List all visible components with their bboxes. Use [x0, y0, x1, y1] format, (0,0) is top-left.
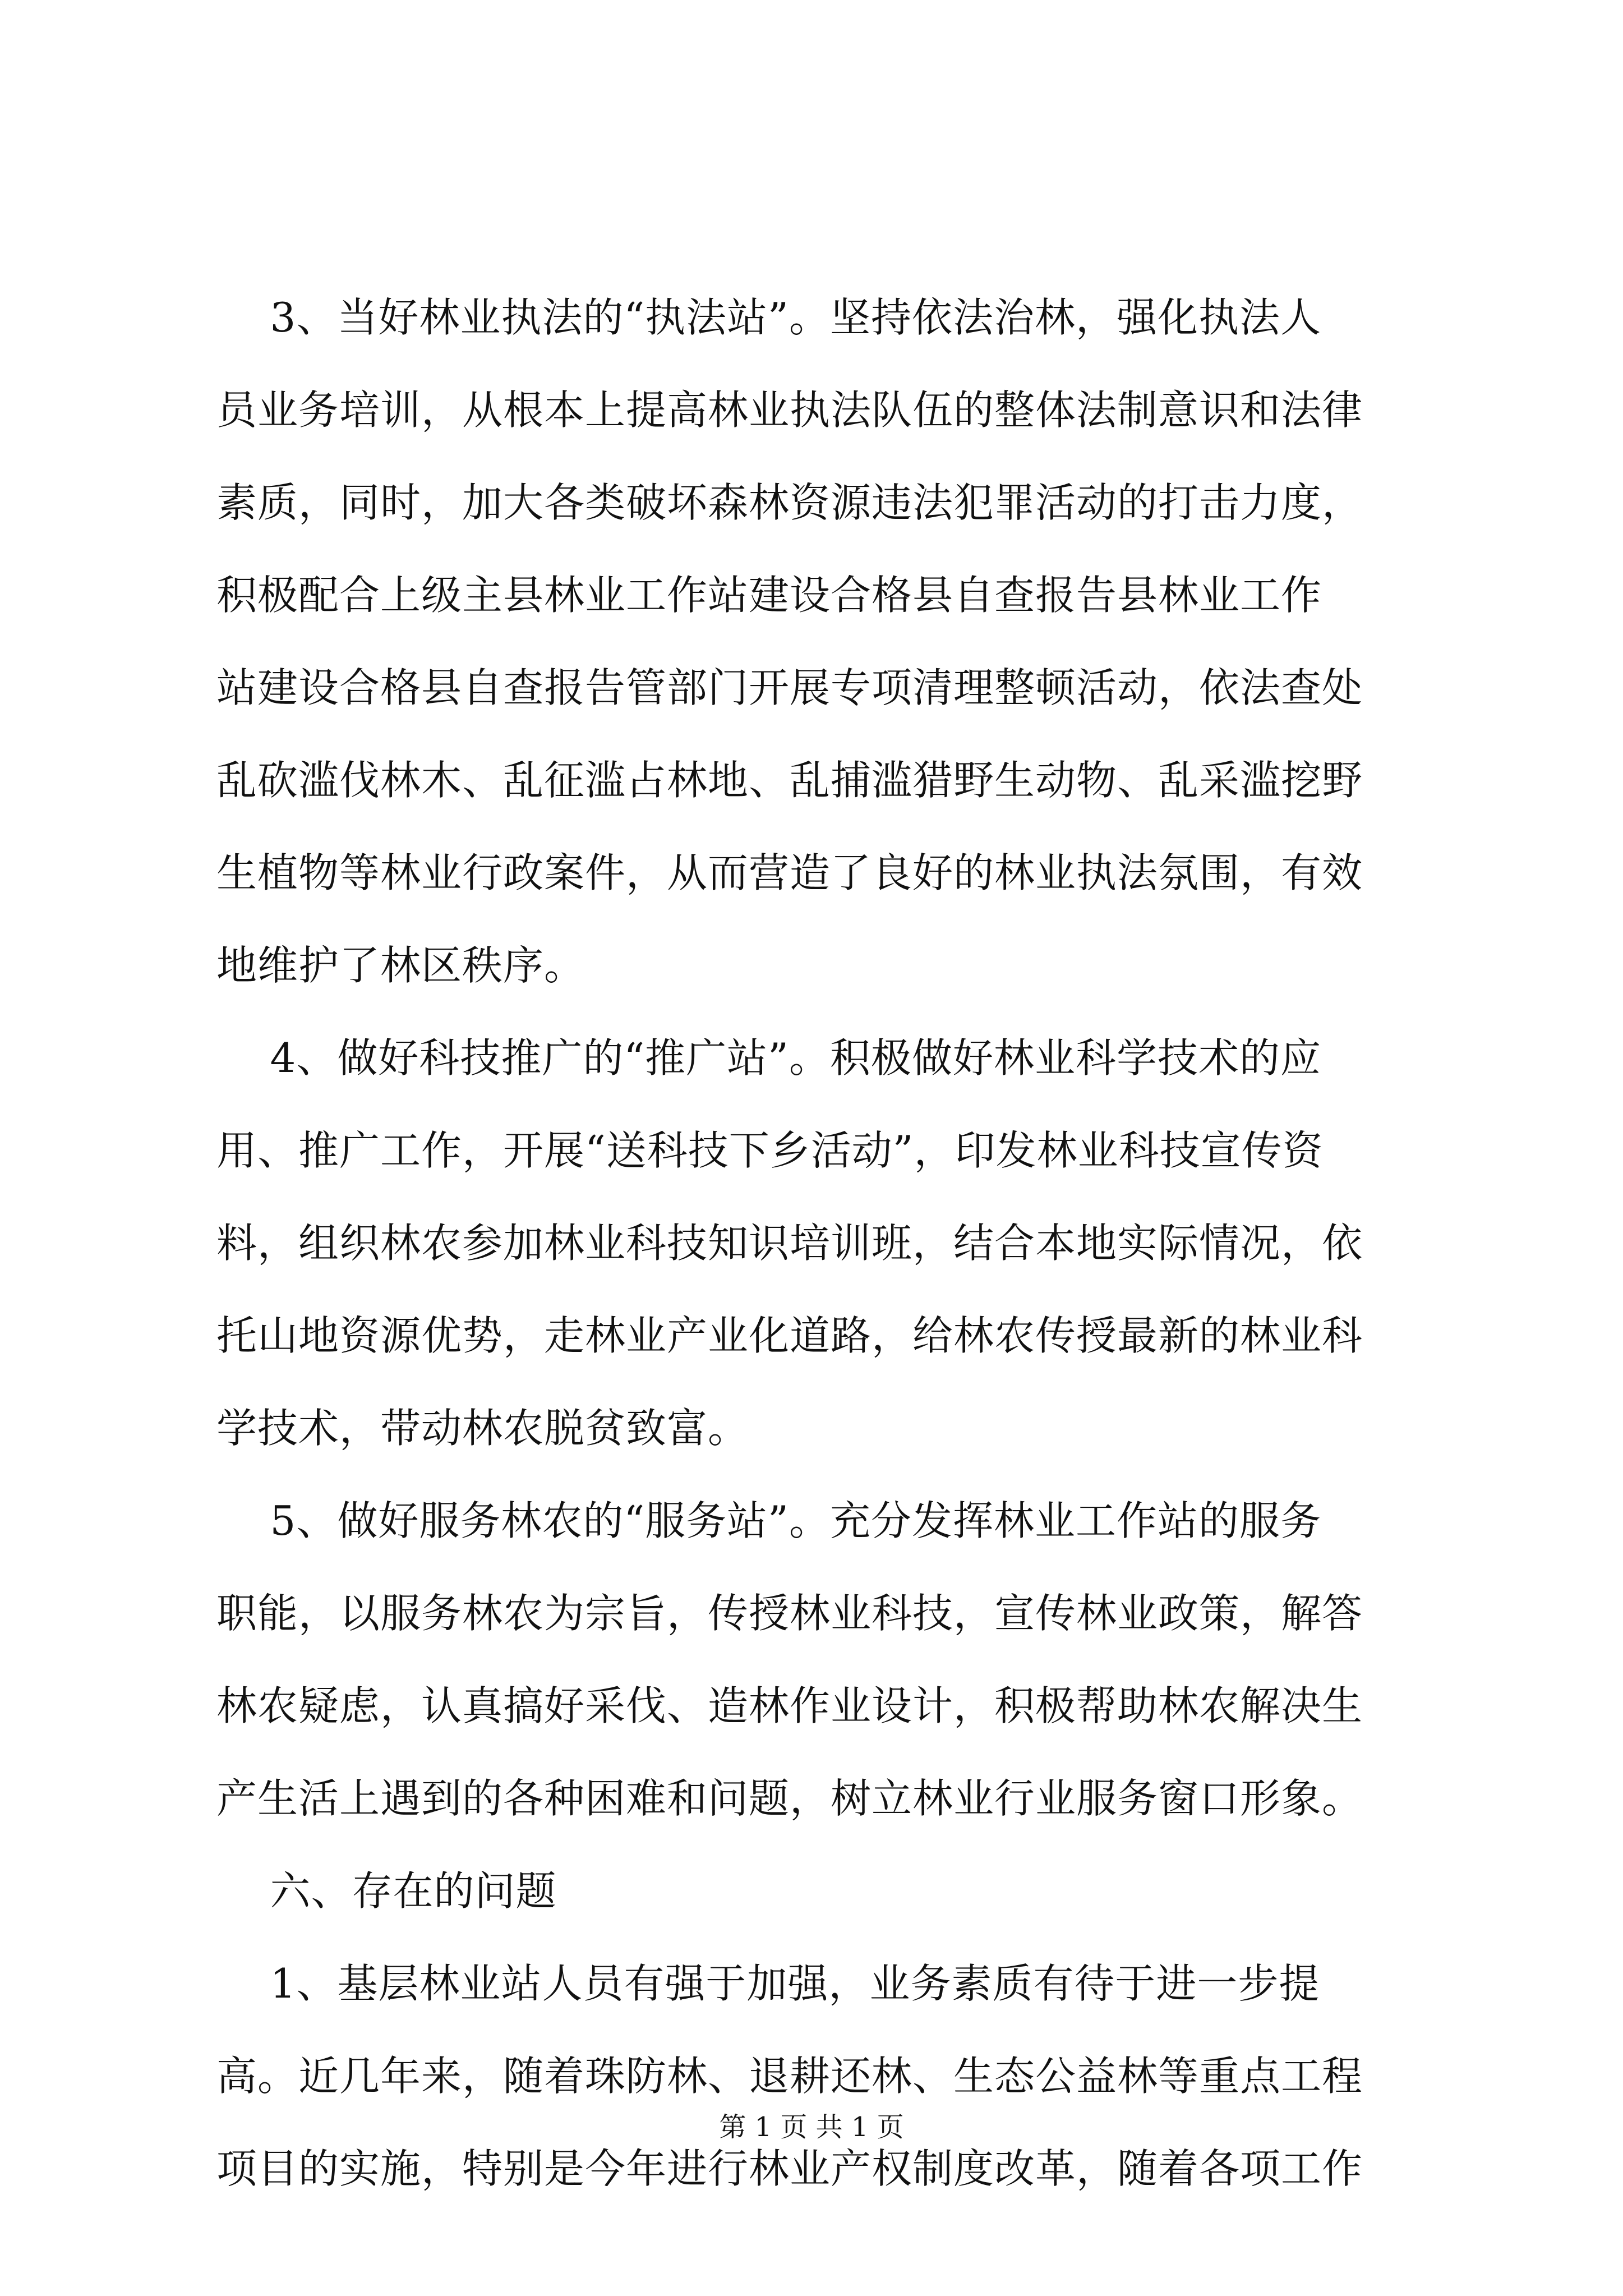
text-line: 项目的实施，特别是今年进行林业产权制度改革，随着各项工作: [216, 2145, 1363, 2192]
text-line: 生植物等林业行政案件，从而营造了良好的林业执法氛围，有效: [216, 849, 1363, 896]
text-line: 积极配合上级主县林业工作站建设合格县自查报告县林业工作: [216, 572, 1322, 619]
text-line: 用、推广工作，开展“送科技下乡活动”，印发林业科技宣传资: [216, 1127, 1324, 1174]
text-line: 乱砍滥伐林木、乱征滥占林地、乱捕滥猎野生动物、乱采滥挖野: [216, 757, 1363, 804]
text-line: 料，组织林农参加林业科技知识培训班，结合本地实际情况，依: [216, 1220, 1363, 1267]
page-footer: 第 1 页 共 1 页: [719, 2111, 904, 2143]
text-line: 素质，同时，加大各类破坏森林资源违法犯罪活动的打击力度，: [216, 479, 1363, 526]
text-line: 站建设合格县自查报告管部门开展专项清理整顿活动，依法查处: [216, 664, 1363, 711]
text-line: 高。近几年来，随着珠防林、退耕还林、生态公益林等重点工程: [216, 2053, 1363, 2100]
text-line: 地维护了林区秩序。: [216, 942, 585, 989]
text-line: 员业务培训，从根本上提高林业执法队伍的整体法制意识和法律: [216, 386, 1363, 434]
text-line: 林农疑虑，认真搞好采伐、造林作业设计，积极帮助林农解决生: [216, 1682, 1363, 1729]
text-line: 产生活上遇到的各种困难和问题，树立林业行业服务窗口形象。: [216, 1775, 1363, 1822]
text-line: 1、基层林业站人员有强于加强，业务素质有待于进一步提: [216, 1960, 1320, 2007]
section-heading: 六、存在的问题: [216, 1867, 557, 1915]
text-line: 5、做好服务林农的“服务站”。充分发挥林业工作站的服务: [216, 1497, 1321, 1544]
text-line: 4、做好科技推广的“推广站”。积极做好林业科学技术的应: [216, 1034, 1321, 1082]
text-line: 职能，以服务林农为宗旨，传授林业科技，宣传林业政策，解答: [216, 1590, 1363, 1637]
text-line: 3、当好林业执法的“执法站”。坚持依法治林，强化执法人: [216, 294, 1321, 341]
text-line: 托山地资源优势，走林业产业化道路，给林农传授最新的林业科: [216, 1312, 1363, 1359]
text-line: 学技术，带动林农脱贫致富。: [216, 1405, 749, 1452]
